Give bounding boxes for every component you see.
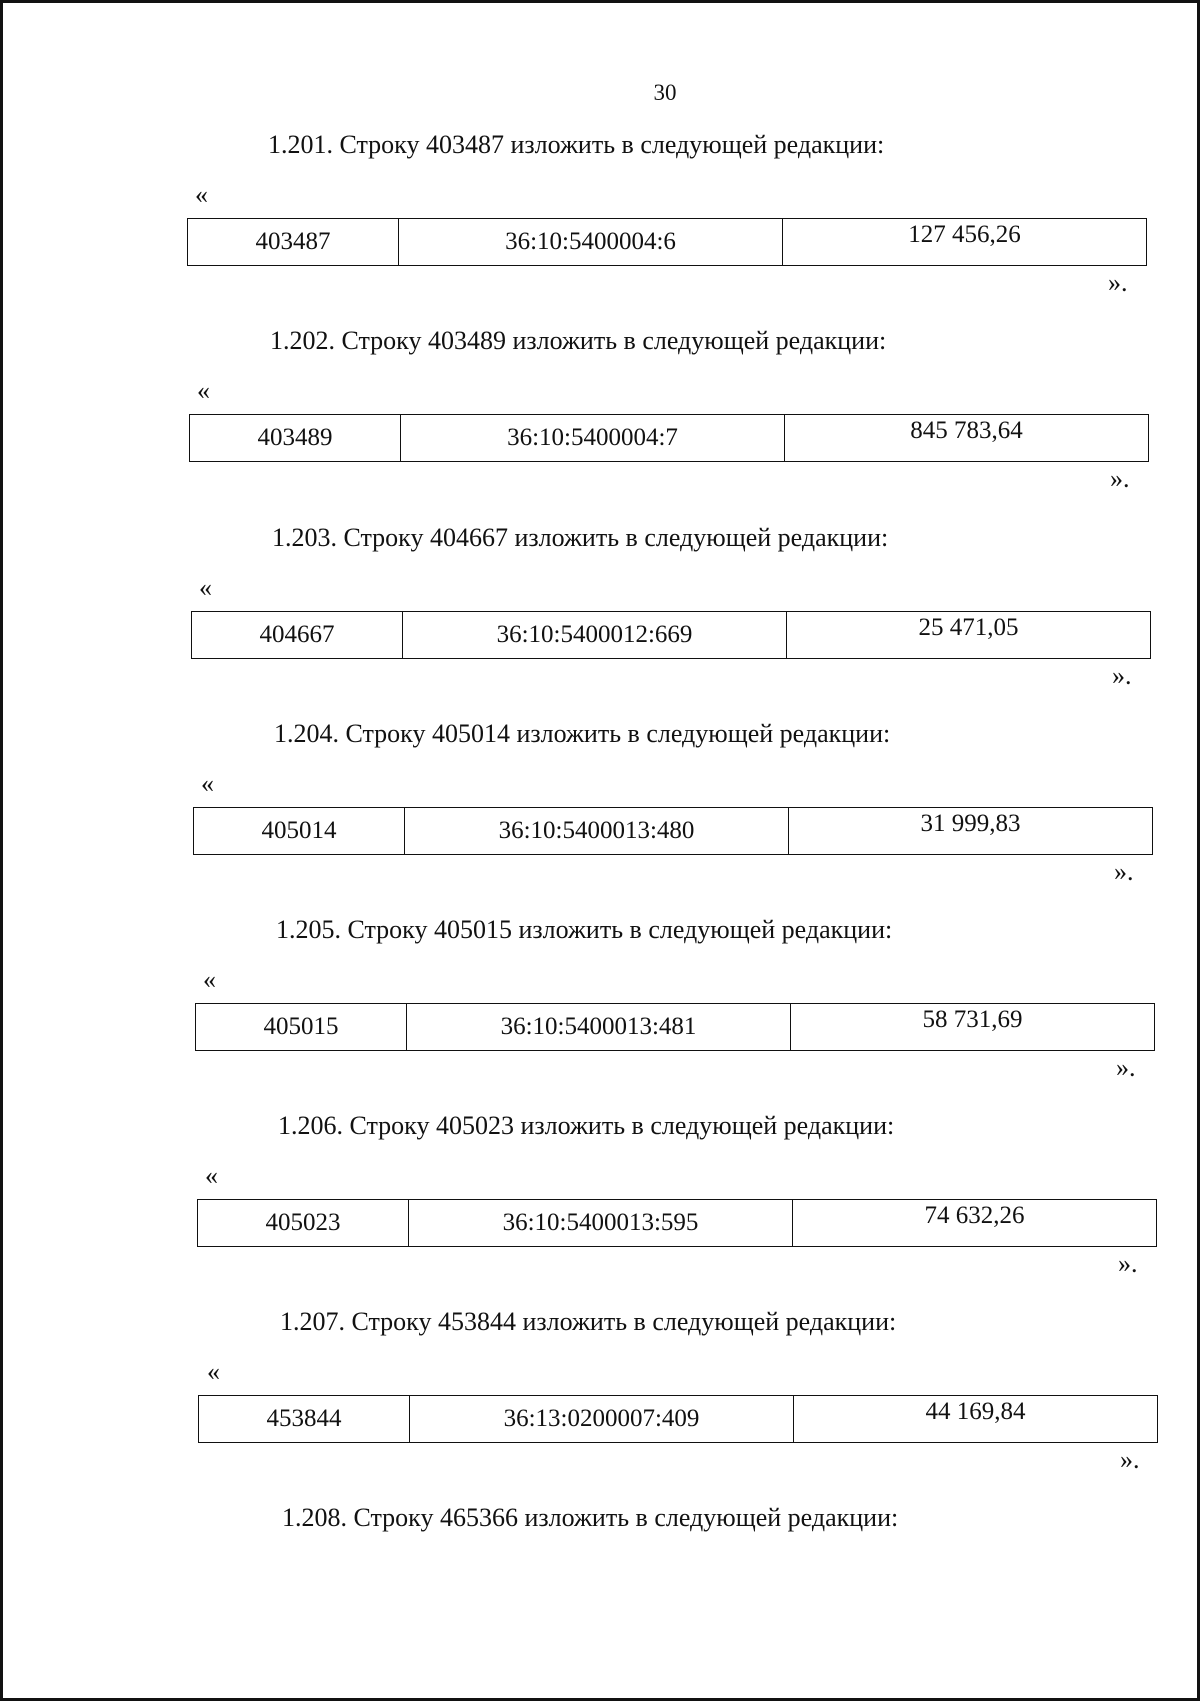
close-quote: ». [1114,857,1134,886]
section-heading: 1.205. Строку 405015 изложить в следующей редакции: [276,915,893,944]
close-quote: ». [1118,1249,1138,1278]
section-heading: 1.204. Строку 405014 изложить в следующей редакции: [274,719,891,748]
value-cell: 25 471,05 [787,612,1151,659]
row-table [197,1199,1157,1247]
section-heading-1-208: 1.208. Строку 465366 изложить в следующей редакции: [282,1503,899,1532]
open-quote: « [207,1357,220,1386]
open-quote: « [203,965,216,994]
cadastral-number-cell: 36:10:5400013:481 [407,1004,791,1051]
row-table [195,1003,1155,1051]
value-cell: 127 456,26 [783,219,1147,266]
row-table [187,218,1147,266]
cadastral-number-cell: 36:10:5400012:669 [403,612,787,659]
row-table [198,1395,1158,1443]
open-quote: « [205,1161,218,1190]
open-quote: « [197,376,210,405]
row-table [191,611,1151,659]
row-table [193,807,1153,855]
value-cell: 31 999,83 [789,808,1153,855]
table-row [192,612,1151,659]
section-1-201 [0,130,1200,310]
section-1-203 [0,523,1200,703]
close-quote: ». [1120,1445,1140,1474]
close-quote: ». [1108,268,1128,297]
open-quote: « [195,180,208,209]
section-1-207 [0,1307,1200,1487]
row-number-cell: 453844 [199,1396,410,1443]
section-heading: 1.201. Строку 403487 изложить в следующей редакции: [268,130,885,159]
open-quote: « [201,769,214,798]
close-quote: ». [1110,464,1130,493]
row-number-cell: 403489 [190,415,401,462]
table-row [188,219,1147,266]
row-number-cell: 404667 [192,612,403,659]
value-cell: 845 783,64 [785,415,1149,462]
cadastral-number-cell: 36:10:5400013:595 [409,1200,793,1247]
table-row [190,415,1149,462]
value-cell: 74 632,26 [793,1200,1157,1247]
row-number-cell: 403487 [188,219,399,266]
section-1-205 [0,915,1200,1095]
row-table [189,414,1149,462]
cadastral-number-cell: 36:13:0200007:409 [410,1396,794,1443]
cadastral-number-cell: 36:10:5400004:7 [401,415,785,462]
table-row [194,808,1153,855]
table-row [199,1396,1158,1443]
value-cell: 44 169,84 [794,1396,1158,1443]
row-number-cell: 405014 [194,808,405,855]
value-cell: 58 731,69 [791,1004,1155,1051]
section-1-206 [0,1111,1200,1291]
close-quote: ». [1112,661,1132,690]
section-heading: 1.207. Строку 453844 изложить в следующей редакции: [280,1307,897,1336]
table-row [198,1200,1157,1247]
section-heading: 1.203. Строку 404667 изложить в следующей редакции: [272,523,889,552]
open-quote: « [199,573,212,602]
cadastral-number-cell: 36:10:5400004:6 [399,219,783,266]
section-heading: 1.206. Строку 405023 изложить в следующей редакции: [278,1111,895,1140]
section-heading: 1.202. Строку 403489 изложить в следующей редакции: [270,326,887,355]
table-row [196,1004,1155,1051]
cadastral-number-cell: 36:10:5400013:480 [405,808,789,855]
section-1-204 [0,719,1200,899]
page-number: 30 [653,80,677,105]
row-number-cell: 405015 [196,1004,407,1051]
section-1-202 [0,326,1200,506]
row-number-cell: 405023 [198,1200,409,1247]
close-quote: ». [1116,1053,1136,1082]
